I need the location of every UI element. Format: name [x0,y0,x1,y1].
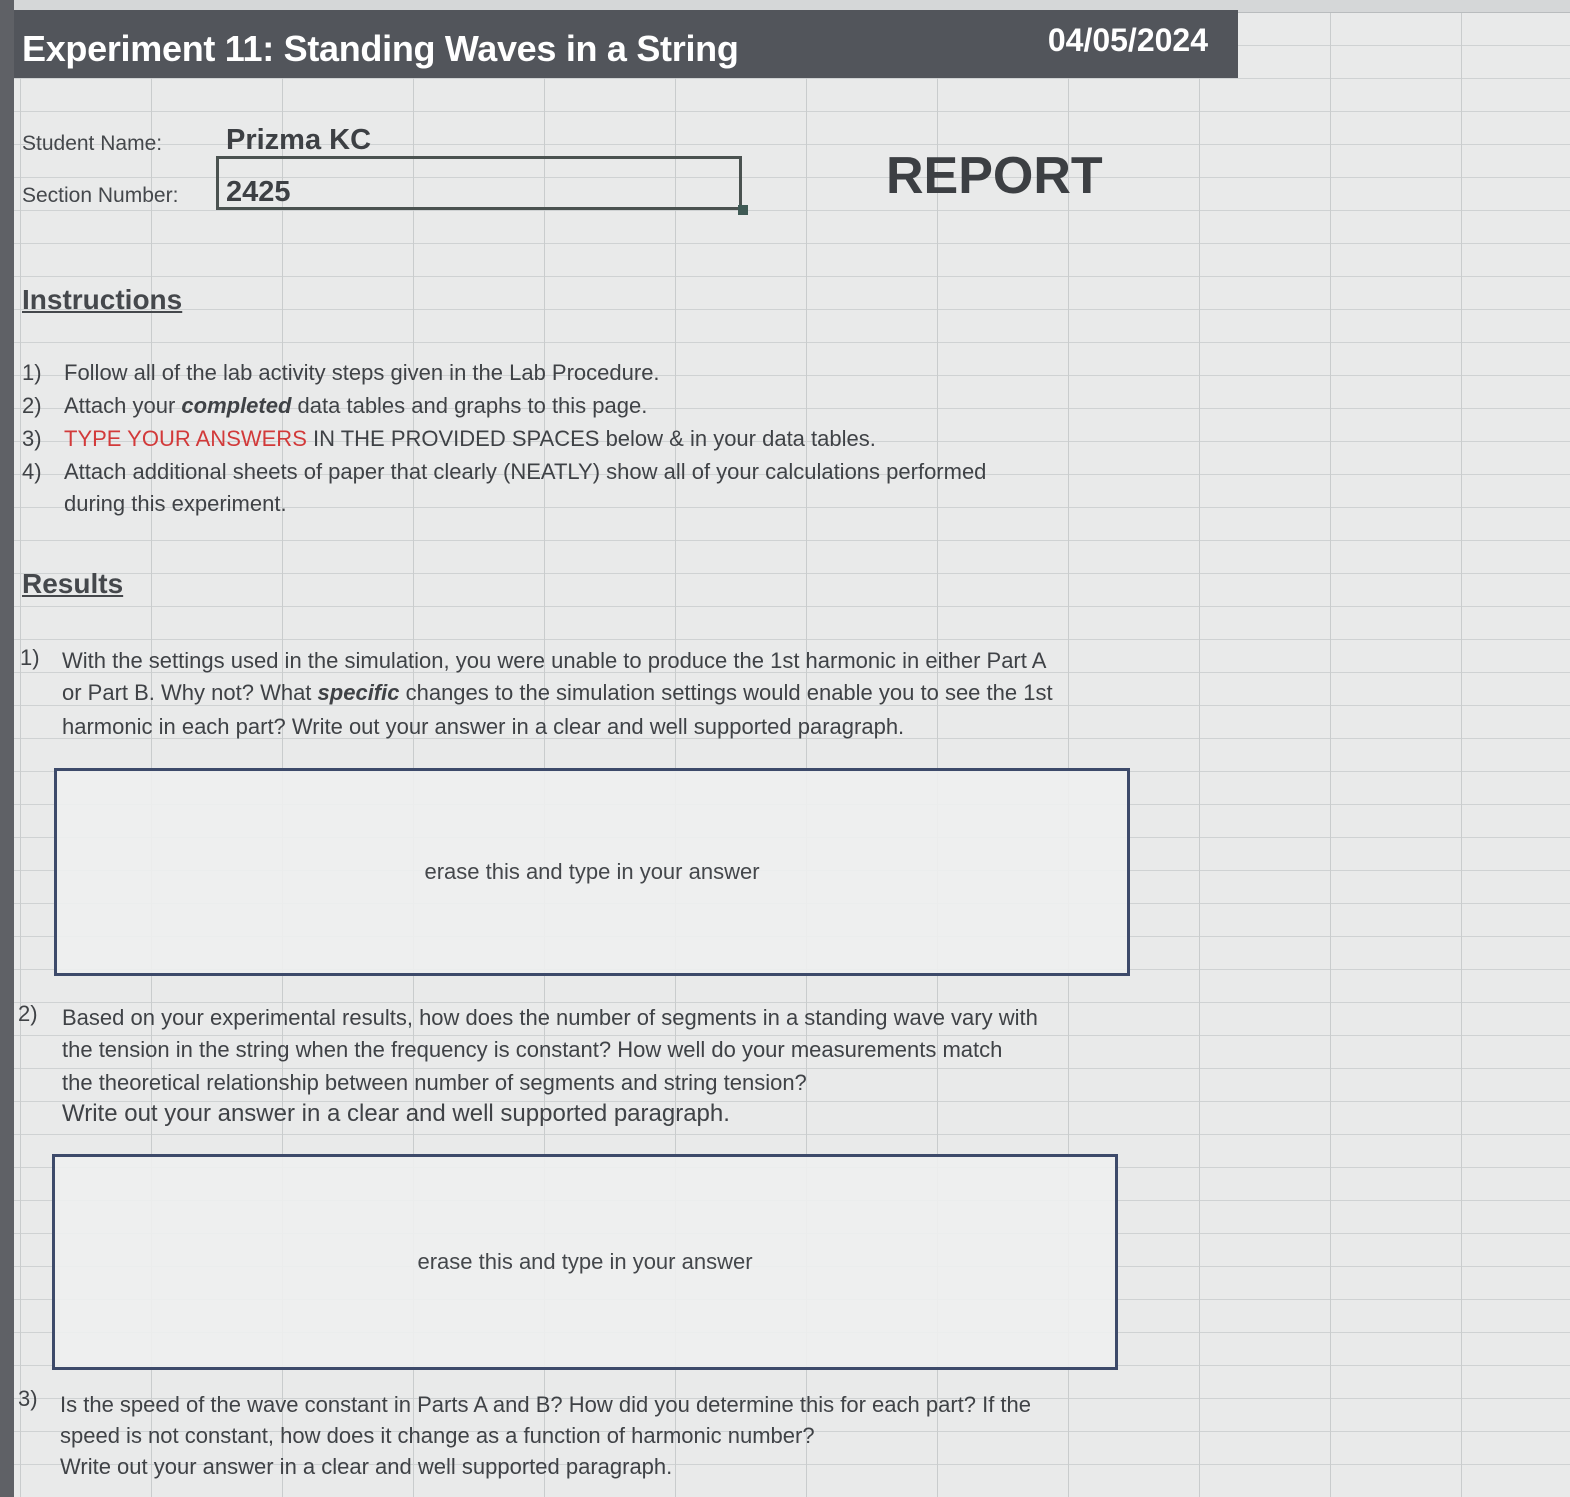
question-2-line: Based on your experimental results, how does the number of segments in a standing wave vary with [62,1005,1038,1030]
question-text: changes to the simulation settings would enable you to see the 1st [399,680,1053,705]
instruction-text: IN THE PROVIDED SPACES below & in your data tables. [306,426,876,451]
instruction-number: 1) [22,360,42,385]
instructions-heading: Instructions [22,284,183,315]
question-emphasis: specific [317,680,400,705]
results-heading: Results [22,568,124,599]
question-text: or Part B. Why not? What [62,680,318,705]
section-number-selected-cell[interactable] [216,156,742,210]
instruction-item-2 [64,393,647,419]
instruction-text: data tables and graphs to this page. [291,393,648,418]
report-label: REPORT [886,147,1103,205]
instruction-emphasis: completed [181,393,292,418]
question-1-line: With the settings used in the simulation, you were unable to produce the 1st harmonic in either Part A [62,648,1047,673]
instruction-number: 3) [22,426,42,451]
instruction-highlight: TYPE YOUR ANSWERS [64,426,307,451]
title-bar [14,10,1238,78]
question-2-line: the tension in the string when the frequency is constant? How well do your measurements match [62,1037,1003,1062]
answer-box-1[interactable] [54,768,1130,976]
answer-box-2[interactable] [52,1154,1118,1370]
section-number-label: Section Number: [22,184,179,207]
instruction-text: Attach your [64,393,182,418]
question-2-line: Write out your answer in a clear and well supported paragraph. [62,1100,730,1127]
answer-placeholder[interactable]: erase this and type in your answer [417,1249,753,1274]
instruction-item-4-cont: during this experiment. [64,491,287,516]
question-3-line: speed is not constant, how does it change as a function of harmonic number? [60,1423,815,1448]
answer-placeholder[interactable]: erase this and type in your answer [424,859,760,884]
question-number: 3) [18,1386,38,1411]
student-name-label: Student Name: [22,132,163,155]
question-1-line [62,680,1053,706]
student-name-cell[interactable]: Prizma KC [226,124,372,156]
instruction-number: 4) [22,459,42,484]
question-1-line: harmonic in each part? Write out your answer in a clear and well supported paragraph. [62,714,905,739]
section-number-cell[interactable]: 2425 [226,176,291,208]
page-title: Experiment 11: Standing Waves in a String [22,28,739,69]
instruction-number: 2) [22,393,42,418]
row-header-rail [0,0,14,1497]
question-3-line: Write out your answer in a clear and well supported paragraph. [60,1454,673,1479]
question-2-line: the theoretical relationship between number of segments and string tension? [62,1070,807,1095]
instruction-item-4: Attach additional sheets of paper that clearly (NEATLY) show all of your calculations performed [64,459,987,484]
instruction-item-3 [64,426,876,452]
question-3-line: Is the speed of the wave constant in Parts A and B? How did you determine this for each part? If the [60,1392,1032,1417]
report-date[interactable]: 04/05/2024 [1047,22,1208,58]
question-number: 1) [20,645,40,670]
cell-fill-handle[interactable] [738,205,748,215]
question-number: 2) [18,1001,38,1026]
instruction-item-1: Follow all of the lab activity steps given in the Lab Procedure. [64,360,660,385]
